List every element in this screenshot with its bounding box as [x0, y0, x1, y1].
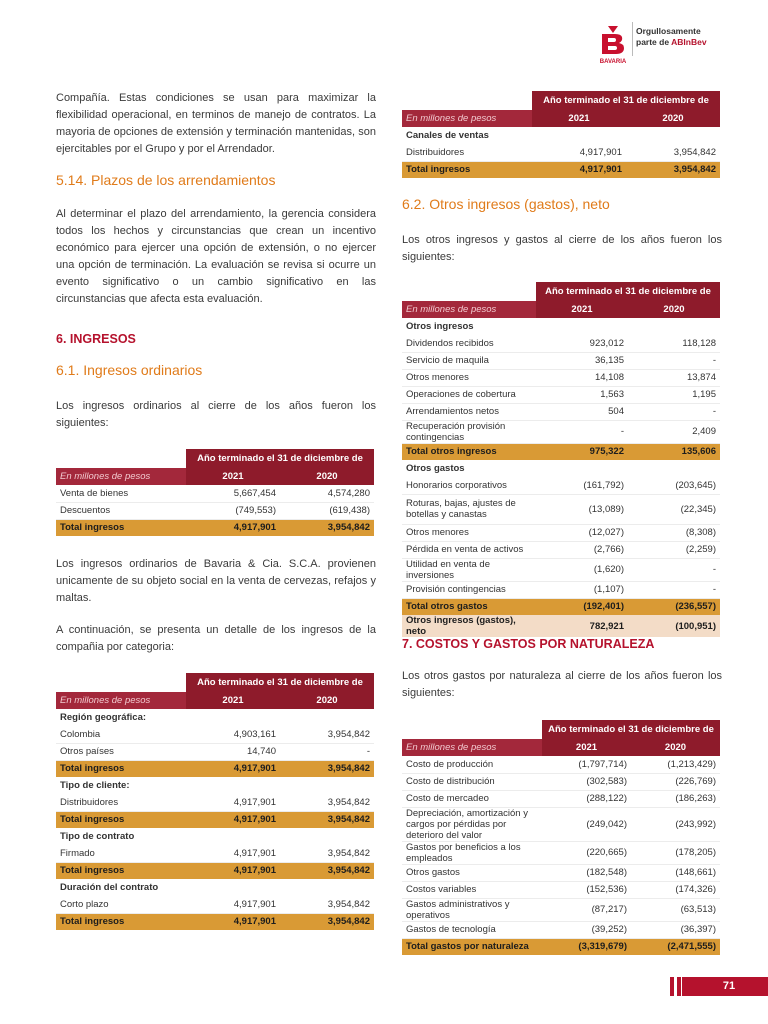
table-cell: (152,536) [542, 881, 631, 898]
table-cell: 2020 [628, 301, 720, 318]
table-cell: Costo de producción [402, 756, 542, 773]
section-row [402, 460, 720, 477]
table-row [402, 524, 720, 541]
table-otros-ingresos [402, 282, 720, 637]
table-cell: Gastos por beneficios a los empleados [402, 841, 542, 864]
net-total-row [402, 615, 720, 637]
table-row [402, 541, 720, 558]
table-row [402, 881, 720, 898]
table-cell: 4,917,901 [186, 760, 280, 777]
table-cell: 2,409 [628, 420, 720, 443]
table-cell: (192,401) [536, 598, 628, 615]
table-cell: (2,259) [628, 541, 720, 558]
table-cell: Gastos administrativos y operativos [402, 898, 542, 921]
table-cell: Otros gastos [406, 463, 465, 474]
table-cell: 2021 [186, 692, 280, 709]
table-cell: (1,620) [536, 558, 628, 581]
heading-6: 6. INGRESOS [56, 332, 136, 346]
table-row [56, 743, 374, 760]
table-cell: 4,574,280 [280, 485, 374, 502]
table-cell: 782,921 [536, 615, 628, 637]
table-costos-gastos [402, 720, 720, 955]
table-cell: Costo de mercadeo [402, 790, 542, 807]
section-row [56, 828, 374, 845]
table-cell: 1,195 [628, 386, 720, 403]
table-cell: Total ingresos [56, 760, 186, 777]
table-cell: Año terminado el 31 de diciembre de [532, 91, 720, 110]
table-cell: 2021 [536, 301, 628, 318]
table-cell: Descuentos [56, 502, 186, 519]
section-row [56, 709, 374, 726]
table-row [402, 477, 720, 494]
paragraph-7: Los otros gastos por naturaleza al cierre de los años fueron los siguientes: [402, 670, 722, 699]
table-cell: 504 [536, 403, 628, 420]
table-cell: Otros menores [402, 369, 536, 386]
total-row [402, 598, 720, 615]
table-row [56, 845, 374, 862]
table-cell: Tipo de contrato [60, 831, 135, 842]
table-cell: Año terminado el 31 de diciembre de [186, 673, 374, 692]
table-cell: (87,217) [542, 898, 631, 921]
total-row [402, 161, 720, 178]
table-cell: Canales de ventas [406, 130, 489, 141]
table-cell: 3,954,842 [280, 862, 374, 879]
table-cell: Distribuidores [56, 794, 186, 811]
table-cell: Recuperación provisión contingencias [402, 420, 536, 443]
table-cell: - [628, 581, 720, 598]
table-cell: (236,557) [628, 598, 720, 615]
table-cell: Otros ingresos (gastos), neto [402, 615, 536, 637]
table-cell: (1,107) [536, 581, 628, 598]
table-cell: (226,769) [631, 773, 720, 790]
table-cell: 4,917,901 [186, 913, 280, 930]
tagline-brand: ABInBev [671, 37, 707, 47]
table-row [56, 502, 374, 519]
table-row [402, 773, 720, 790]
table-cell: (13,089) [536, 494, 628, 524]
section-row [56, 777, 374, 794]
bavaria-logo-icon [596, 24, 630, 66]
table-cell: 2020 [626, 110, 720, 127]
table-cell: 118,128 [628, 335, 720, 352]
table-cell [56, 449, 186, 468]
table-cell: 4,917,901 [186, 794, 280, 811]
table-cell: (39,252) [542, 921, 631, 938]
table-cell: (203,645) [628, 477, 720, 494]
table-row [402, 144, 720, 161]
table-cell: (3,319,679) [542, 938, 631, 955]
total-row [56, 519, 374, 536]
table-cell: (1,213,429) [631, 756, 720, 773]
section-row [402, 127, 720, 144]
table-row [402, 898, 720, 921]
table-row [402, 558, 720, 581]
table-cell: En millones de pesos [402, 301, 536, 318]
table-cell: 4,917,901 [532, 144, 626, 161]
year-2020: 2020 [280, 468, 374, 485]
logo-divider [632, 22, 633, 56]
table-cell: - [628, 558, 720, 581]
table-cell: Dividendos recibidos [402, 335, 536, 352]
paragraph-61: Los ingresos ordinarios al cierre de los años fueron los siguientes: [56, 400, 376, 429]
paragraph-62: Los otros ingresos y gastos al cierre de los años fueron los siguientes: [402, 234, 722, 263]
table-cell: 975,322 [536, 443, 628, 460]
table-cell: 3,954,842 [280, 726, 374, 743]
table-row [402, 841, 720, 864]
table-cell: (178,205) [631, 841, 720, 864]
table-cell: Distribuidores [402, 144, 532, 161]
table-row [402, 386, 720, 403]
table-cell [402, 91, 532, 110]
section-514 [56, 172, 376, 188]
table-cell: Corto plazo [56, 896, 186, 913]
table-cell: (174,326) [631, 881, 720, 898]
table-cell: Total ingresos [56, 913, 186, 930]
table-row [402, 581, 720, 598]
paragraph-61b: Los ingresos ordinarios de Bavaria & Cia. S.C.A. provienen unicamente de su objeto social en la venta de cervezas, refajos y maltas. [56, 558, 376, 604]
total-row [56, 811, 374, 828]
table-cell: 3,954,842 [280, 845, 374, 862]
table-cell: (302,583) [542, 773, 631, 790]
table-cell: Arrendamientos netos [402, 403, 536, 420]
table-row [402, 790, 720, 807]
period-header: Año terminado el 31 de diciembre de [186, 449, 374, 468]
table-cell: 14,740 [186, 743, 280, 760]
table-cell [56, 673, 186, 692]
table-cell: 5,667,454 [186, 485, 280, 502]
table-row [56, 726, 374, 743]
table-cell: 4,917,901 [186, 811, 280, 828]
table-cell: Total gastos por naturaleza [402, 938, 542, 955]
page-number: 71 [722, 980, 736, 992]
tagline-prefix: parte de [636, 37, 672, 47]
table-cell: 923,012 [536, 335, 628, 352]
total-row [56, 760, 374, 777]
table-row [56, 896, 374, 913]
table-cell: 2020 [631, 739, 720, 756]
table-cell: (2,471,555) [631, 938, 720, 955]
table-cell: (8,308) [628, 524, 720, 541]
page-tick-1 [670, 977, 674, 996]
table-cell [402, 720, 542, 739]
table-row [402, 921, 720, 938]
section-row [56, 879, 374, 896]
table-row [56, 485, 374, 502]
table-cell: 3,954,842 [280, 896, 374, 913]
table-cell: 3,954,842 [280, 760, 374, 777]
table-cell: 1,563 [536, 386, 628, 403]
total-row [402, 443, 720, 460]
table-cell: 4,917,901 [532, 161, 626, 178]
table-cell: 3,954,842 [280, 519, 374, 536]
table-cell: (63,513) [631, 898, 720, 921]
table-cell: Otros gastos [402, 864, 542, 881]
table-cell: (2,766) [536, 541, 628, 558]
table-cell: Total otros gastos [402, 598, 536, 615]
table-row [56, 794, 374, 811]
table-cell: (749,553) [186, 502, 280, 519]
table-cell: (220,665) [542, 841, 631, 864]
table-cell: 3,954,842 [626, 161, 720, 178]
table-row [402, 369, 720, 386]
table-cell: 3,954,842 [280, 794, 374, 811]
table-cell: (288,122) [542, 790, 631, 807]
table-ingresos-categoria [56, 673, 374, 930]
table-row [402, 420, 720, 443]
heading-514: 5.14. Plazos de los arrendamientos [56, 172, 276, 188]
table-cell: (36,397) [631, 921, 720, 938]
table-cell: Firmado [56, 845, 186, 862]
table-cell: Otros países [56, 743, 186, 760]
logo-word: BAVARIA [599, 59, 627, 65]
table-cell: En millones de pesos [402, 739, 542, 756]
table-cell: Tipo de cliente: [60, 780, 130, 791]
table-cell: - [628, 403, 720, 420]
table-cell: Costo de distribución [402, 773, 542, 790]
table-cell: 4,917,901 [186, 845, 280, 862]
paragraph-61c: A continuación, se presenta un detalle de los ingresos de la compañia por categoria: [56, 624, 376, 653]
table-cell: (1,797,714) [542, 756, 631, 773]
table-cell: Otros ingresos [406, 321, 474, 332]
table-cell: Venta de bienes [56, 485, 186, 502]
table-cell: 36,135 [536, 352, 628, 369]
unit-label: En millones de pesos [56, 468, 186, 485]
table-cell: (161,792) [536, 477, 628, 494]
table-row [402, 807, 720, 841]
table-cell: 3,954,842 [280, 811, 374, 828]
table-cell: Honorarios corporativos [402, 477, 536, 494]
total-row [56, 913, 374, 930]
logo-tagline [636, 26, 707, 48]
heading-7: 7. COSTOS Y GASTOS POR NATURALEZA [402, 637, 655, 651]
table-cell: (619,438) [280, 502, 374, 519]
left-column [56, 90, 376, 158]
table-cell: (22,345) [628, 494, 720, 524]
table-cell: (100,951) [628, 615, 720, 637]
table-cell: Duración del contrato [60, 882, 159, 893]
tagline-line2 [636, 37, 707, 48]
table-cell: Costos variables [402, 881, 542, 898]
table-cell: En millones de pesos [402, 110, 532, 127]
table-ingresos-ordinarios [56, 449, 374, 536]
table-cell: (186,263) [631, 790, 720, 807]
table-cell: En millones de pesos [56, 692, 186, 709]
paragraph-514: Al determinar el plazo del arrendamiento, la gerencia considera todos los hechos y circunstancias que crean un incentivo económico para ejercer una opción de extensión, o no ejercer una opción de terminación. La evaluación se revisa si ocurre un evento significativo o un cambio significativo en las circunstancias que afecta esta evaluación. [56, 208, 376, 305]
table-cell: Año terminado el 31 de diciembre de [542, 720, 720, 739]
table-cell: Provisión contingencias [402, 581, 536, 598]
table-row [402, 864, 720, 881]
table-cell: Utilidad en venta de inversiones [402, 558, 536, 581]
table-cell: Total ingresos [56, 811, 186, 828]
table-cell: (249,042) [542, 807, 631, 841]
table-cell: 4,903,161 [186, 726, 280, 743]
table-cell: (243,992) [631, 807, 720, 841]
table-row [402, 352, 720, 369]
table-cell: 2020 [280, 692, 374, 709]
table-cell: Otros menores [402, 524, 536, 541]
table-row [402, 494, 720, 524]
table-cell [402, 282, 536, 301]
table-cell: Roturas, bajas, ajustes de botellas y canastas [402, 494, 536, 524]
heading-61: 6.1. Ingresos ordinarios [56, 362, 203, 378]
table-cell: 4,917,901 [186, 519, 280, 536]
table-cell: 3,954,842 [626, 144, 720, 161]
intro-paragraph: Compañía. Estas condiciones se usan para maximizar la flexibilidad operacional, en terminos de manejo de contratos. La mayoria de opciones de extensión y terminación mantenidas, son ejercitables por el Grupo y por el Arrendador. [56, 92, 376, 155]
table-cell: 3,954,842 [280, 913, 374, 930]
year-2021: 2021 [186, 468, 280, 485]
table-cell: 4,917,901 [186, 896, 280, 913]
table-cell: 135,606 [628, 443, 720, 460]
table-cell: Región geográfica: [60, 712, 147, 723]
table-cell: - [628, 352, 720, 369]
table-row [402, 756, 720, 773]
table-cell: Colombia [56, 726, 186, 743]
table-cell: Servicio de maquila [402, 352, 536, 369]
table-cell: Depreciación, amortización y cargos por pérdidas por deterioro del valor [402, 807, 542, 841]
total-row [56, 862, 374, 879]
table-cell: Total ingresos [56, 519, 186, 536]
table-cell: Total ingresos [56, 862, 186, 879]
table-row [402, 403, 720, 420]
heading-62: 6.2. Otros ingresos (gastos), neto [402, 196, 610, 212]
table-cell: Año terminado el 31 de diciembre de [536, 282, 720, 301]
total-row [402, 938, 720, 955]
table-cell: Total otros ingresos [402, 443, 536, 460]
table-cell: - [280, 743, 374, 760]
table-cell: (182,548) [542, 864, 631, 881]
table-cell: 14,108 [536, 369, 628, 386]
table-cell: Operaciones de cobertura [402, 386, 536, 403]
table-cell: 2021 [532, 110, 626, 127]
table-cell: (148,661) [631, 864, 720, 881]
company-logo [590, 16, 762, 64]
table-cell: Gastos de tecnología [402, 921, 542, 938]
section-row [402, 318, 720, 335]
table-cell: 4,917,901 [186, 862, 280, 879]
table-canales-ventas [402, 91, 720, 178]
page-tick-2 [677, 977, 681, 996]
table-cell: 13,874 [628, 369, 720, 386]
table-row [402, 335, 720, 352]
table-cell: 2021 [542, 739, 631, 756]
table-cell: - [536, 420, 628, 443]
table-cell: Total ingresos [402, 161, 532, 178]
table-cell: (12,027) [536, 524, 628, 541]
table-cell: Pérdida en venta de activos [402, 541, 536, 558]
tagline-line1: Orgullosamente [636, 26, 701, 36]
